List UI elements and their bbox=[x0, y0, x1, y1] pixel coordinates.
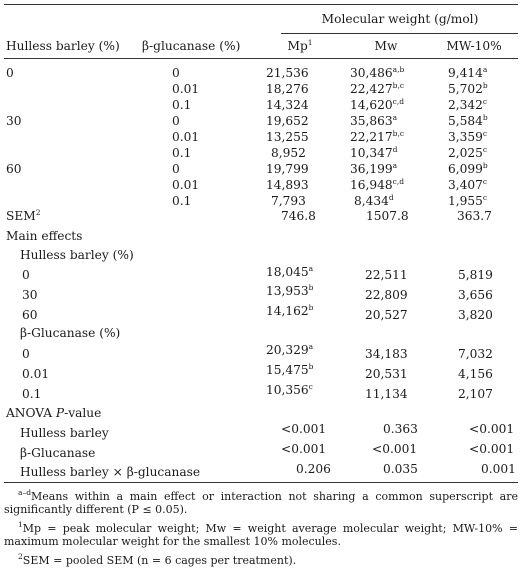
anova-mw10: <0.001 bbox=[469, 442, 515, 456]
barley-mw10: 5,819 bbox=[458, 268, 493, 282]
anova-label: β-Glucanase bbox=[20, 446, 96, 460]
col-header-barley: Hulless barley (%) bbox=[6, 39, 120, 53]
cell-mw10: 5,702$^b$ bbox=[448, 81, 488, 96]
cell-glucanase: 0 bbox=[172, 162, 180, 176]
cell-mw: 14,620$^{c,d}$ bbox=[350, 97, 405, 112]
glucanase-level: 0.1 bbox=[22, 387, 42, 401]
cell-mw: 8,434$^d$ bbox=[354, 193, 394, 208]
cell-mp: 7,793 bbox=[271, 194, 306, 208]
cell-mw10: 2,342$^c$ bbox=[448, 97, 488, 112]
glucanase-mp: 20,329$^a$ bbox=[266, 342, 314, 357]
cell-mw: 30,486$^{a,b}$ bbox=[350, 65, 405, 80]
cell-mw10: 6,099$^b$ bbox=[448, 161, 488, 176]
bottom-rule bbox=[4, 482, 518, 483]
glucanase-mw10: 4,156 bbox=[458, 367, 493, 381]
cell-mw: 10,347$^d$ bbox=[350, 145, 398, 160]
barley-mp: 18,045$^a$ bbox=[266, 264, 314, 279]
top-rule bbox=[4, 4, 518, 5]
barley-level: 60 bbox=[22, 308, 38, 322]
cell-glucanase: 0 bbox=[172, 66, 180, 80]
cell-glucanase: 0.01 bbox=[172, 82, 200, 96]
glucanase-mw10: 2,107 bbox=[458, 387, 493, 401]
cell-mp: 19,652 bbox=[266, 114, 309, 128]
cell-mw: 22,217$^{b,c}$ bbox=[350, 129, 405, 144]
anova-mw: <0.001 bbox=[372, 442, 418, 456]
cell-mw10: 2,025$^c$ bbox=[448, 145, 488, 160]
cell-mp: 18,276 bbox=[266, 82, 309, 96]
cell-mp: 19,799 bbox=[266, 162, 309, 176]
anova-label: Hulless barley bbox=[20, 426, 109, 440]
anova-mp: 0.206 bbox=[296, 462, 331, 476]
cell-mw: 35,863$^a$ bbox=[350, 113, 398, 128]
cell-mp: 14,893 bbox=[266, 178, 309, 192]
cell-mp: 14,324 bbox=[266, 98, 309, 112]
cell-mw10: 3,407$^c$ bbox=[448, 177, 488, 192]
footnote-significance: $^{a-d}$Means within a main effect or interaction not sharing a common superscript are significantly different (P ≤ 0.05). bbox=[4, 488, 518, 516]
cell-barley: 0 bbox=[6, 66, 14, 80]
barley-effect-label: Hulless barley (%) bbox=[20, 248, 134, 262]
cell-mp: 13,255 bbox=[266, 130, 309, 144]
barley-mp: 14,162$^b$ bbox=[266, 303, 314, 318]
col-header-mw: Mw bbox=[374, 39, 398, 53]
barley-mw: 22,511 bbox=[365, 268, 408, 282]
cell-glucanase: 0.1 bbox=[172, 98, 192, 112]
cell-mw10: 9,414$^a$ bbox=[448, 65, 488, 80]
glucanase-effect-label: β-Glucanase (%) bbox=[20, 326, 121, 340]
anova-mw: 0.035 bbox=[383, 462, 418, 476]
col-header-glucanase: β-glucanase (%) bbox=[142, 39, 241, 53]
group-rule bbox=[281, 33, 518, 34]
anova-mw: 0.363 bbox=[383, 422, 418, 436]
glucanase-mw: 20,531 bbox=[365, 367, 408, 381]
cell-mw: 22,427$^{b,c}$ bbox=[350, 81, 405, 96]
footnote-sem: $^2$SEM = pooled SEM (n = 6 cages per treatment). bbox=[18, 552, 297, 567]
main-effects-title: Main effects bbox=[6, 229, 83, 243]
cell-glucanase: 0 bbox=[172, 114, 180, 128]
barley-level: 30 bbox=[22, 288, 38, 302]
anova-mp: <0.001 bbox=[281, 422, 327, 436]
barley-mw: 22,809 bbox=[365, 288, 408, 302]
cell-mw10: 1,955$^c$ bbox=[448, 193, 488, 208]
glucanase-mp: 15,475$^b$ bbox=[266, 362, 314, 377]
cell-barley: 60 bbox=[6, 162, 22, 176]
cell-mw10: 3,359$^c$ bbox=[448, 129, 488, 144]
sem-mw: 1507.8 bbox=[366, 209, 409, 223]
sem-label: SEM$^2$ bbox=[6, 208, 41, 223]
cell-barley: 30 bbox=[6, 114, 22, 128]
cell-glucanase: 0.1 bbox=[172, 194, 192, 208]
cell-glucanase: 0.01 bbox=[172, 130, 200, 144]
cell-glucanase: 0.1 bbox=[172, 146, 192, 160]
barley-level: 0 bbox=[22, 268, 30, 282]
group-header: Molecular weight (g/mol) bbox=[321, 12, 479, 26]
barley-mw10: 3,820 bbox=[458, 308, 493, 322]
glucanase-level: 0 bbox=[22, 347, 30, 361]
cell-mw10: 5,584$^b$ bbox=[448, 113, 488, 128]
col-header-mw10: MW-10% bbox=[446, 39, 502, 53]
cell-glucanase: 0.01 bbox=[172, 178, 200, 192]
anova-title: ANOVA P-value bbox=[6, 406, 102, 420]
glucanase-mw: 11,134 bbox=[365, 387, 408, 401]
footnote-definitions: $^1$Mp = peak molecular weight; Mw = weight average molecular weight; MW-10% = maximum molecular weight for the smallest 10% molecules. bbox=[4, 520, 518, 548]
col-header-mp: Mp$^1$ bbox=[287, 38, 313, 53]
cell-mw: 36,199$^a$ bbox=[350, 161, 398, 176]
anova-mw10: <0.001 bbox=[469, 422, 515, 436]
sem-mw10: 363.7 bbox=[457, 209, 492, 223]
barley-mp: 13,953$^b$ bbox=[266, 283, 314, 298]
anova-label: Hulless barley × β-glucanase bbox=[20, 465, 201, 479]
cell-mp: 21,536 bbox=[266, 66, 309, 80]
barley-mw: 20,527 bbox=[365, 308, 408, 322]
header-rule bbox=[4, 58, 518, 59]
barley-mw10: 3,656 bbox=[458, 288, 493, 302]
anova-mp: <0.001 bbox=[281, 442, 327, 456]
glucanase-mw10: 7,032 bbox=[458, 347, 493, 361]
sem-mp: 746.8 bbox=[281, 209, 316, 223]
cell-mw: 16,948$^{c,d}$ bbox=[350, 177, 405, 192]
anova-mw10: 0.001 bbox=[481, 462, 516, 476]
glucanase-level: 0.01 bbox=[22, 367, 50, 381]
glucanase-mw: 34,183 bbox=[365, 347, 408, 361]
cell-mp: 8,952 bbox=[271, 146, 306, 160]
glucanase-mp: 10,356$^c$ bbox=[266, 382, 313, 397]
